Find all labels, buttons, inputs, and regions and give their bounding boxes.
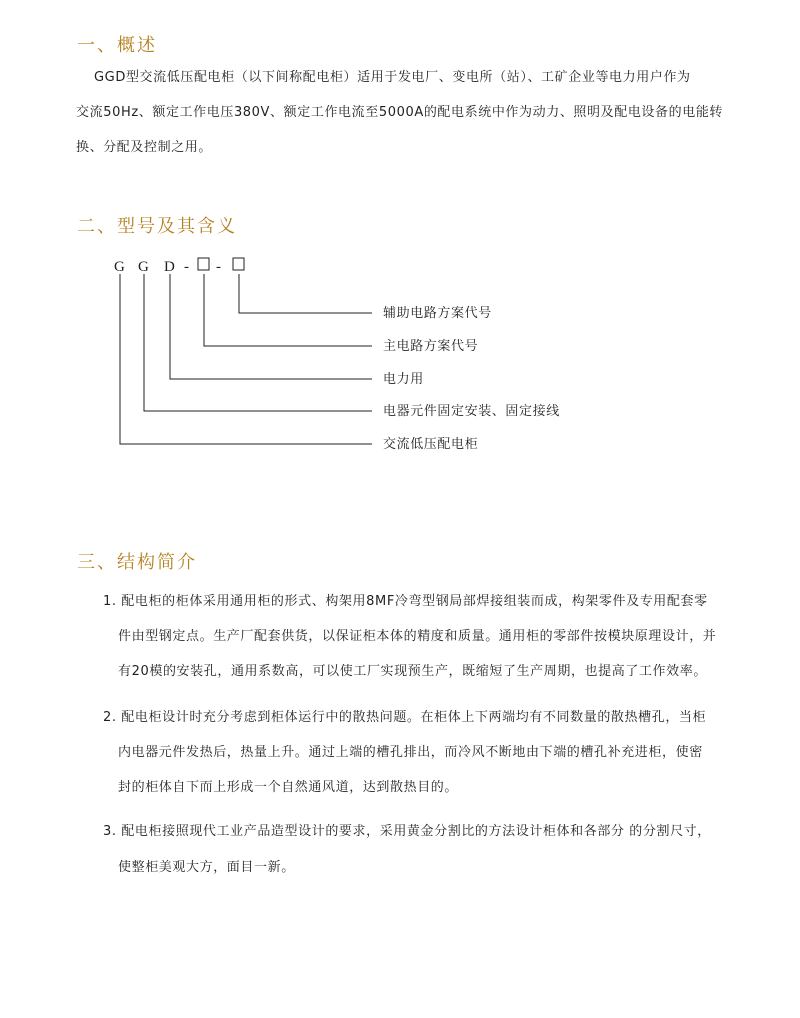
label-power-use: 电力用 [383, 372, 424, 387]
section-title-structure: 三、结构简介 [77, 552, 197, 573]
item-2-line-1: 2. 配电柜设计时充分考虑到柜体运行中的散热问题。在柜体上下两端均有不同数量的散热槽孔，当柜 [103, 710, 707, 725]
structure-list [76, 0, 776, 1018]
code-letter-d: D [164, 259, 175, 275]
item-1-line-3: 有20模的安装孔，通用系数高，可以使工厂实现预生产，既缩短了生产周期，也提高了工作效率。 [118, 664, 707, 679]
label-main-circuit: 主电路方案代号 [383, 339, 479, 354]
item-2-line-2: 内电器元件发热后，热量上升。通过上端的槽孔排出，而冷风不断地由下端的槽孔补充进柜，使密 [118, 745, 703, 760]
label-aux-circuit: 辅助电路方案代号 [383, 306, 492, 321]
item-1-line-2: 件由型钢定点。生产厂配套供货，以保证柜本体的精度和质量。通用柜的零部件按模块原理设计，并 [118, 629, 717, 644]
overview-line-2: 交流50Hz、额定工作电压380V、额定工作电流至5000A的配电系统中作为动力、照明及配电设备的电能转 [76, 105, 724, 120]
label-fixed-install: 电器元件固定安装、固定接线 [383, 404, 560, 419]
overview-line-1: GGD型交流低压配电柜（以下间称配电柜）适用于发电厂、变电所（站）、工矿企业等电力用户作为 [94, 70, 691, 85]
code-letter-g1: G [114, 259, 125, 275]
overview-line-3: 换、分配及控制之用。 [76, 140, 213, 155]
section-title-overview: 一、概述 [77, 35, 157, 56]
section-title-model: 二、型号及其含义 [77, 216, 237, 237]
item-3-line-1: 3. 配电柜接照现代工业产品造型设计的要求，采用黄金分割比的方法设计柜体和各部分 的分割尺寸， [103, 824, 711, 839]
item-3-line-2: 使整柜美观大方，面目一新。 [118, 860, 295, 875]
item-1-line-1: 1. 配电柜的柜体采用通用柜的形式、构架用8MF冷弯型钢局部焊接组装而成，构架零件及专用配套零 [103, 594, 708, 609]
label-ac-cabinet: 交流低压配电柜 [383, 437, 479, 452]
code-dash-1: - [184, 259, 189, 275]
item-2-line-3: 封的柜体自下而上形成一个自然通风道，达到散热目的。 [118, 780, 459, 795]
code-letter-g2: G [138, 259, 149, 275]
code-dash-2: - [216, 259, 221, 275]
